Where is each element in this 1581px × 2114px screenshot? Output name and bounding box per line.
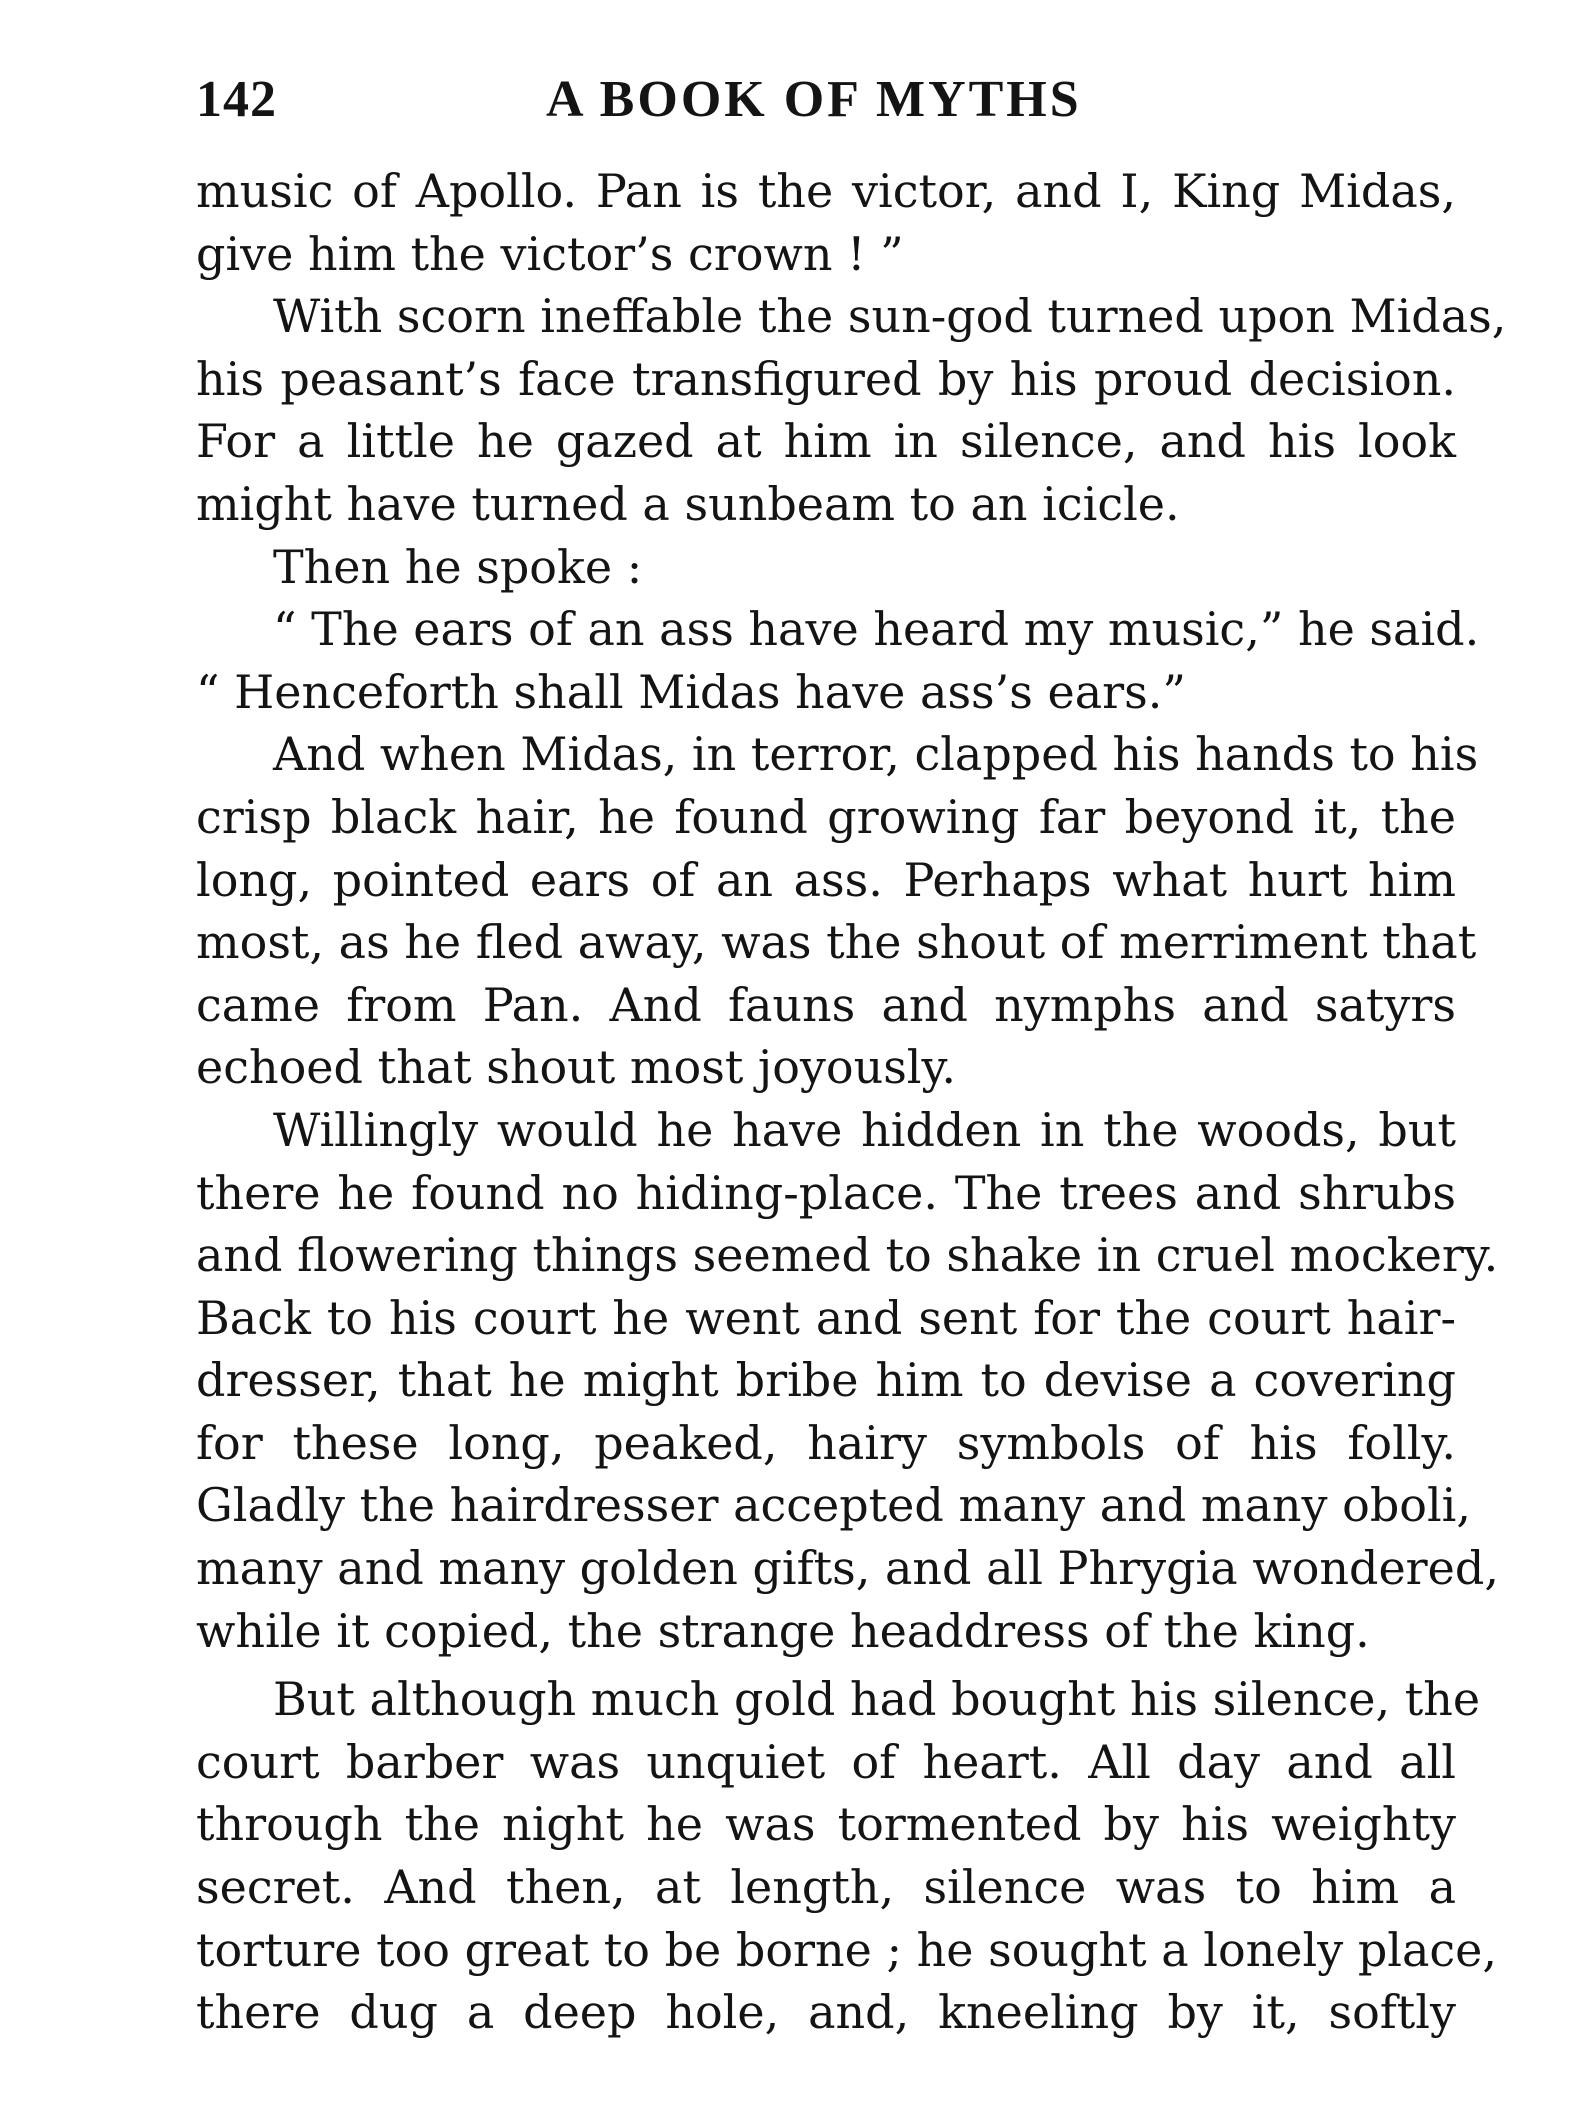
page-header	[196, 70, 1456, 130]
text-line: echoed that shout most joyously.	[196, 1040, 957, 1095]
text-line: most, as he fled away, was the shout of merriment that	[196, 915, 1477, 970]
page-number: 142	[196, 71, 277, 128]
text-line: “ Henceforth shall Midas have ass’s ears.”	[196, 664, 1186, 719]
text-line: “ The ears of an ass have heard my music,” he said.	[273, 602, 1480, 657]
text-line: secret. And then, at length, silence was to him a	[196, 1860, 1456, 1915]
text-line: many and many golden gifts, and all Phrygia wondered,	[196, 1541, 1499, 1596]
text-line: court barber was unquiet of heart. All day and all	[196, 1734, 1456, 1789]
text-line: torture too great to be borne ; he sought a lonely place,	[196, 1922, 1498, 1977]
text-line: and flowering things seemed to shake in cruel mockery.	[196, 1228, 1499, 1283]
text-line: might have turned a sunbeam to an icicle.	[196, 476, 1180, 531]
text-line: came from Pan. And fauns and nymphs and satyrs	[196, 977, 1456, 1032]
text-line: For a little he gazed at him in silence, and his look	[196, 414, 1456, 469]
text-line: Gladly the hairdresser accepted many and many oboli,	[196, 1478, 1472, 1533]
text-line: long, pointed ears of an ass. Perhaps what hurt him	[196, 852, 1456, 907]
text-line: Then he spoke :	[273, 539, 643, 594]
text-line: give him the victor’s crown ! ”	[196, 226, 904, 281]
text-line: there dug a deep hole, and, kneeling by it, softly	[196, 1985, 1456, 2040]
text-line: through the night he was tormented by his weighty	[196, 1797, 1456, 1852]
text-line: there he found no hiding-place. The trees and shrubs	[196, 1165, 1456, 1220]
text-line: Back to his court he went and sent for the court hair-	[196, 1290, 1456, 1345]
text-line: his peasant’s face transfigured by his proud decision.	[196, 351, 1456, 406]
text-line: Willingly would he have hidden in the woods, but	[273, 1102, 1456, 1157]
text-line: And when Midas, in terror, clapped his hands to his	[273, 727, 1479, 782]
text-line: With scorn ineffable the sun-god turned upon Midas,	[273, 289, 1507, 344]
text-line: But although much gold had bought his silence, the	[273, 1672, 1481, 1727]
running-title: A BOOK OF MYTHS	[546, 71, 1082, 128]
text-line: while it copied, the strange headdress of the king.	[196, 1603, 1370, 1658]
text-line: crisp black hair, he found growing far beyond it, the	[196, 789, 1456, 844]
body-text	[196, 160, 1507, 2044]
text-line: for these long, peaked, hairy symbols of his folly.	[196, 1415, 1456, 1470]
text-line: music of Apollo. Pan is the victor, and I, King Midas,	[196, 164, 1456, 218]
text-line: dresser, that he might bribe him to devise a covering	[196, 1353, 1456, 1408]
